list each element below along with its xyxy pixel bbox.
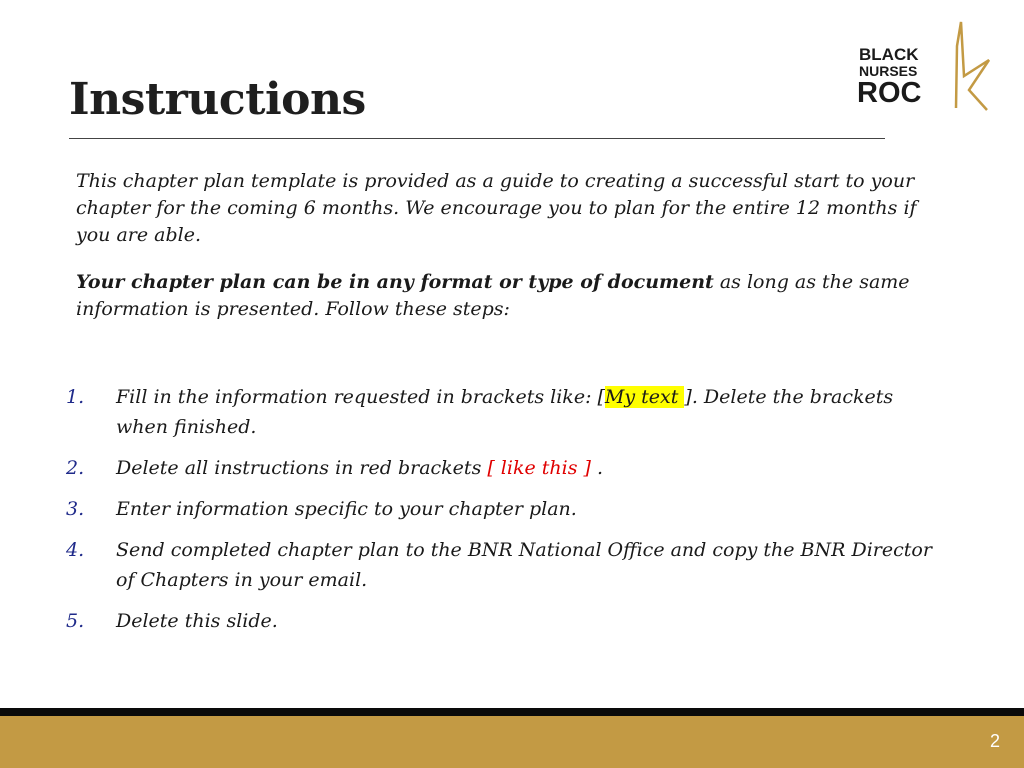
- step-number: 2.: [66, 457, 85, 479]
- step-text: ]. Delete the brackets when finished.: [116, 386, 894, 438]
- step-number: 4.: [66, 539, 85, 561]
- logo-line-1: BLACK: [859, 45, 919, 64]
- page-number: 2: [989, 731, 1000, 751]
- step-text: Delete all instructions in red brackets: [116, 457, 488, 479]
- intro-bold-text: Your chapter plan can be in any format or type of document: [76, 271, 714, 293]
- step-number: 3.: [66, 498, 85, 520]
- list-item: [66, 494, 946, 524]
- slide-title: Instructions: [69, 74, 366, 125]
- logo-line-3: ROC: [857, 77, 922, 109]
- intro-paragraph-1: This chapter plan template is provided as a guide to creating a successful start to your chapter for the coming 6 months. We encourage you to plan for the entire 12 months if you are able.: [76, 170, 917, 246]
- footer-gold-band: [0, 716, 1024, 768]
- step-text: .: [590, 457, 604, 479]
- step-text: Delete this slide.: [116, 610, 278, 632]
- black-nurses-rock-logo: [855, 16, 995, 114]
- intro-paragraph-2: [76, 269, 946, 323]
- intro-rest-text: as long as the same information is presented. Follow these steps:: [76, 271, 910, 320]
- footer-dark-band: [0, 708, 1024, 716]
- step-text: Enter information specific to your chapter plan.: [116, 498, 577, 520]
- red-bracket-text: [ like this ]: [487, 457, 591, 479]
- logo-line-2: NURSES: [859, 63, 918, 79]
- list-item: [66, 535, 946, 595]
- steps-list: [66, 382, 946, 647]
- step-number: 1.: [66, 386, 85, 408]
- step-text: Send completed chapter plan to the BNR National Office and copy the BNR Director of Chapters in your email.: [116, 539, 932, 591]
- intro-text: [76, 168, 946, 323]
- step-number: 5.: [66, 610, 85, 632]
- list-item: [66, 453, 946, 483]
- logo-k-stroke: [956, 22, 989, 110]
- step-text: Fill in the information requested in brackets like: [: [116, 386, 605, 408]
- list-item: [66, 606, 946, 636]
- highlighted-text: My text: [604, 386, 685, 408]
- title-divider: [69, 138, 885, 139]
- list-item: [66, 382, 946, 442]
